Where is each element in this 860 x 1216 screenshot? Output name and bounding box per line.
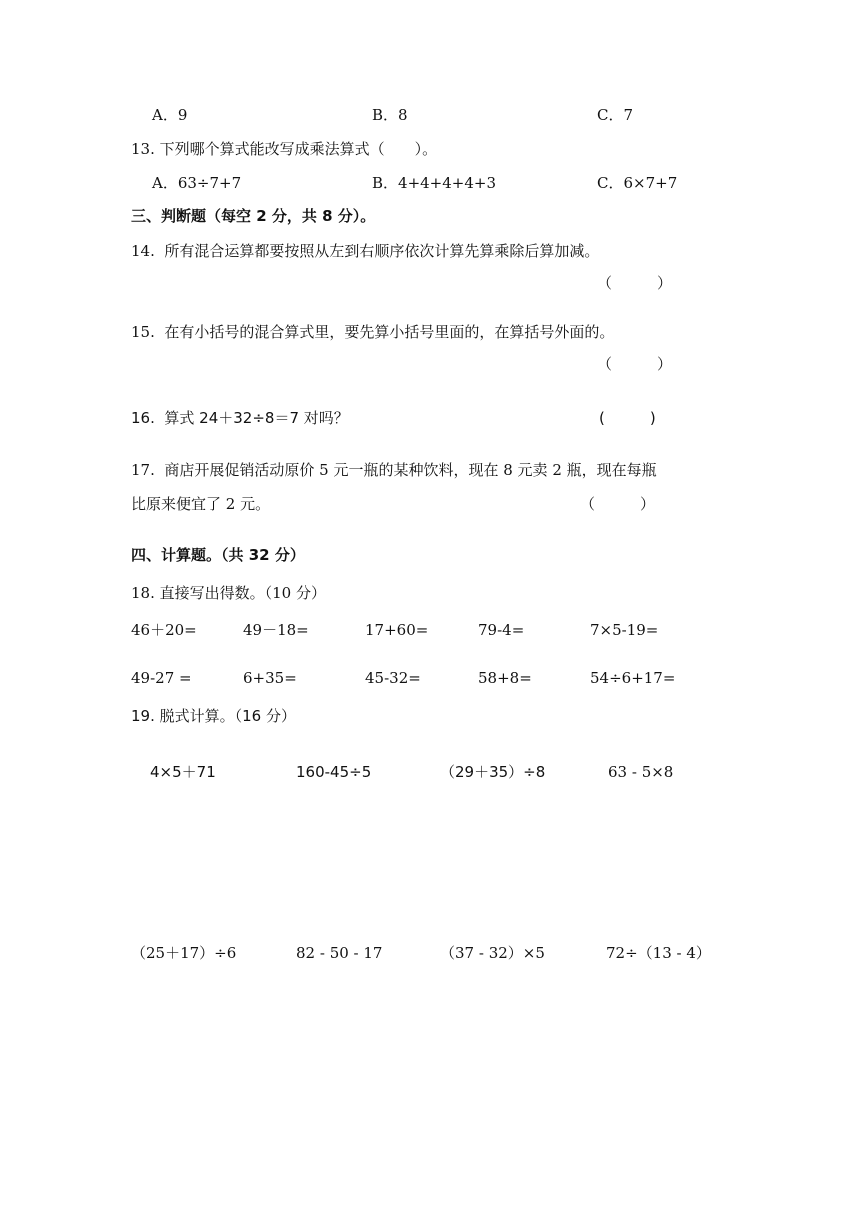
q13-option-a: A．63÷7+7 bbox=[152, 174, 242, 192]
q18-title: 18. 直接写出得数。（10 分） bbox=[131, 584, 326, 602]
q15-answer-bracket: （ ） bbox=[597, 355, 673, 373]
q14-answer-bracket: （ ） bbox=[597, 274, 673, 292]
q18-problem: 49－18= bbox=[243, 621, 309, 639]
q13-option-c: C．6×7+7 bbox=[597, 174, 678, 192]
q12-option-c: C．7 bbox=[597, 106, 634, 124]
q19-expression: 72÷（13 - 4） bbox=[606, 944, 711, 962]
q19-expression: （29＋35）÷8 bbox=[440, 763, 546, 781]
q17-answer-bracket: （ ） bbox=[580, 495, 656, 513]
q19-expression: 160-45÷5 bbox=[296, 763, 372, 781]
q17-statement-line1: 17. 商店开展促销活动原价 5 元一瓶的某种饮料，现在 8 元卖 2 瓶，现在每瓶 bbox=[131, 461, 657, 479]
q18-problem: 6+35= bbox=[243, 669, 297, 687]
q13-option-b: B．4+4+4+4+3 bbox=[372, 174, 497, 192]
section4-heading: 四、计算题。（共 32 分） bbox=[131, 546, 305, 564]
q18-problem: 7×5-19= bbox=[590, 621, 659, 639]
q19-expression: （25＋17）÷6 bbox=[131, 944, 237, 962]
q12-option-a: A．9 bbox=[152, 106, 188, 124]
q18-problem: 54÷6+17= bbox=[590, 669, 676, 687]
q18-problem: 46＋20= bbox=[131, 621, 197, 639]
q12-option-b: B．8 bbox=[372, 106, 408, 124]
q19-expression: （37 - 32）×5 bbox=[440, 944, 545, 962]
q18-problem: 58+8= bbox=[478, 669, 532, 687]
q14-statement: 14. 所有混合运算都要按照从左到右顺序依次计算先算乘除后算加减。 bbox=[131, 242, 600, 260]
q15-statement: 15. 在有小括号的混合算式里，要先算小括号里面的，在算括号外面的。 bbox=[131, 323, 615, 341]
q18-problem: 79-4= bbox=[478, 621, 525, 639]
q18-problem: 45-32= bbox=[365, 669, 421, 687]
q13-question: 13. 下列哪个算式能改写成乘法算式（ ）。 bbox=[131, 140, 438, 158]
q16-answer-bracket: ( ) bbox=[599, 409, 656, 427]
q19-expression: 82 - 50 - 17 bbox=[296, 944, 383, 962]
q19-expression: 63 - 5×8 bbox=[608, 763, 674, 781]
q19-title: 19. 脱式计算。（16 分） bbox=[131, 707, 296, 725]
q18-problem: 49-27 = bbox=[131, 669, 192, 687]
q18-problem: 17+60= bbox=[365, 621, 429, 639]
section3-heading: 三、判断题（每空 2 分，共 8 分）。 bbox=[131, 207, 376, 225]
q17-statement-line2: 比原来便宜了 2 元。 bbox=[131, 495, 271, 513]
q16-statement: 16. 算式 24＋32÷8＝7 对吗？ bbox=[131, 409, 349, 427]
q19-expression: 4×5＋71 bbox=[150, 763, 216, 781]
